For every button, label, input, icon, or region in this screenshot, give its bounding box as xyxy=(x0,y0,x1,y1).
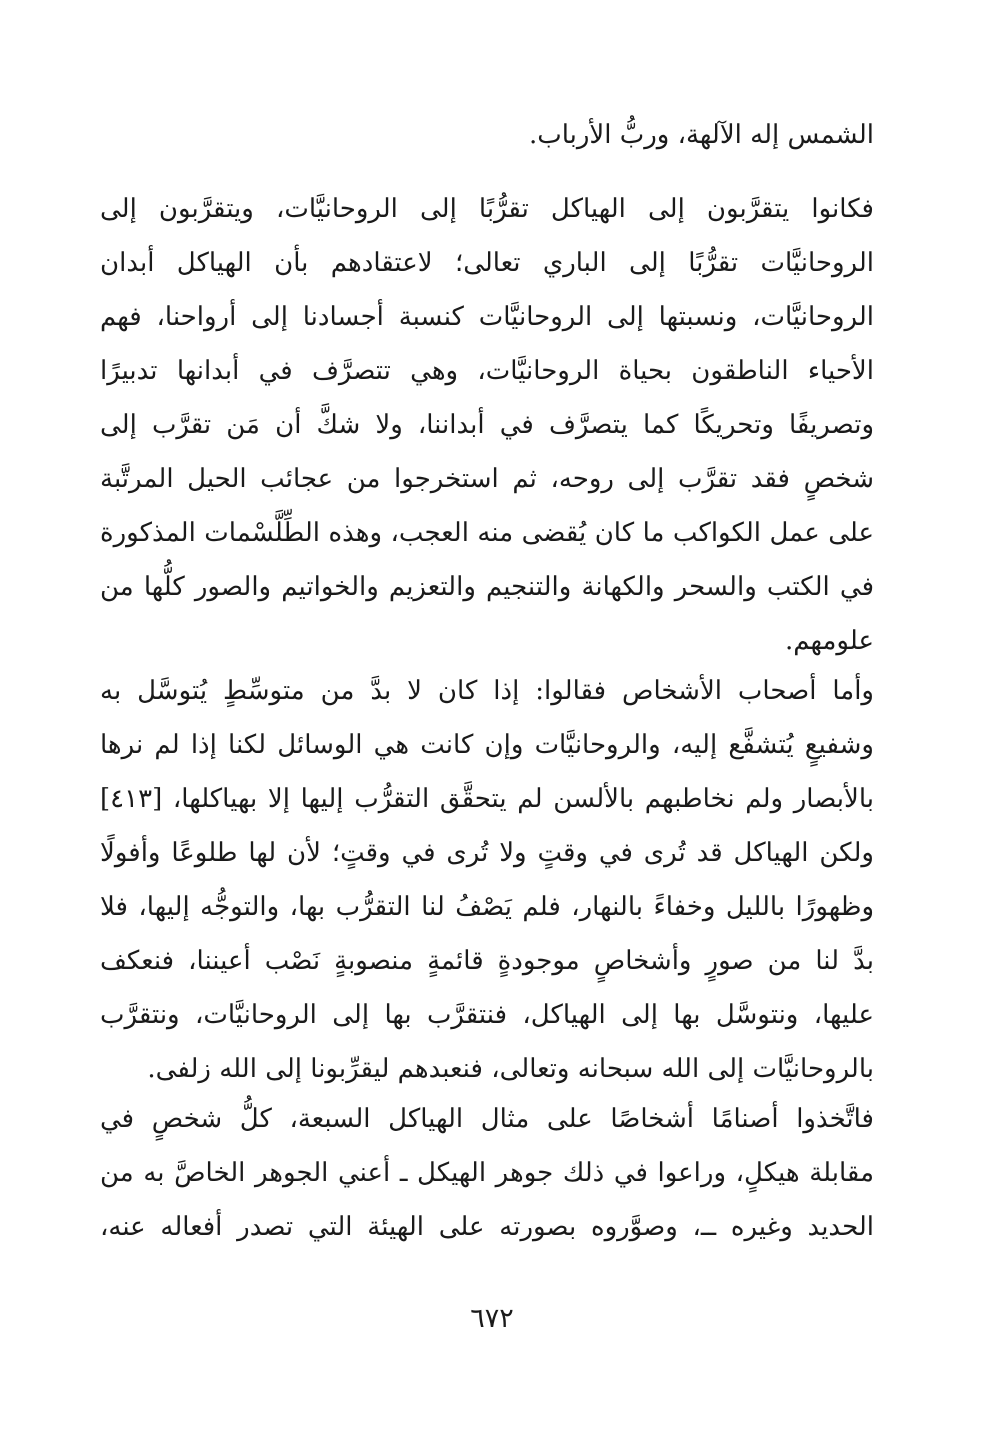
text-line: علومهم. xyxy=(784,626,874,656)
page-number: ٦٧٢ xyxy=(470,1303,514,1334)
text-line: فكانوا يتقرَّبون إلى الهياكل تقرُّبًا إلى الروحانيَّات، ويتقرَّبون إلى xyxy=(100,194,874,224)
text-line: ولكن الهياكل قد تُرى في وقتٍ ولا تُرى في وقتٍ؛ لأن لها طلوعًا وأفولًا xyxy=(100,838,874,868)
paragraph-1 xyxy=(100,108,874,162)
text-line: وظهورًا بالليل وخفاءً بالنهار، فلم يَصْفُ لنا التقرُّب بها، والتوجُّه إليها، فلا xyxy=(100,892,874,922)
text-line: على عمل الكواكب ما كان يُقضى منه العجب، وهذه الطِّلَّسْمات المذكورة xyxy=(100,518,874,548)
text-line: الروحانيَّات تقرُّبًا إلى الباري تعالى؛ لاعتقادهم بأن الهياكل أبدان xyxy=(100,248,874,278)
text-line: مقابلة هيكلٍ، وراعوا في ذلك جوهر الهيكل ـ أعني الجوهر الخاصَّ به من xyxy=(100,1158,874,1188)
text-line: عليها، ونتوسَّل بها إلى الهياكل، فنتقرَّب بها إلى الروحانيَّات، ونتقرَّب xyxy=(100,1000,874,1030)
text-line: الأحياء الناطقون بحياة الروحانيَّات، وهي تتصرَّف في أبدانها تدبيرًا xyxy=(100,356,874,386)
text-line: الشمس إله الآلهة، وربُّ الأرباب. xyxy=(528,120,874,150)
text-line: في الكتب والسحر والكهانة والتنجيم والتعزيم والخواتيم والصور كلُّها من xyxy=(100,572,874,602)
paragraph-3 xyxy=(100,664,874,1096)
paragraph-4 xyxy=(100,1092,874,1254)
text-line: بدَّ لنا من صورٍ وأشخاصٍ موجودةٍ قائمةٍ منصوبةٍ نَصْب أعيننا، فنعكف xyxy=(100,946,874,976)
text-line: وأما أصحاب الأشخاص فقالوا: إذا كان لا بدَّ من متوسِّطٍ يُتوسَّل به xyxy=(100,676,874,706)
text-line: وتصريفًا وتحريكًا كما يتصرَّف في أبداننا، ولا شكَّ أن مَن تقرَّب إلى xyxy=(100,410,874,440)
text-line: بالأبصار ولم نخاطبهم بالألسن لم يتحقَّق التقرُّب إليها إلا بهياكلها، [٤١٣] xyxy=(100,784,874,814)
text-line: فاتَّخذوا أصنامًا أشخاصًا على مثال الهياكل السبعة، كلُّ شخصٍ في xyxy=(100,1104,874,1134)
text-line: شخصٍ فقد تقرَّب إلى روحه، ثم استخرجوا من عجائب الحيل المرتَّبة xyxy=(100,464,874,494)
text-line: الحديد وغيره ــ، وصوَّروه بصورته على الهيئة التي تصدر أفعاله عنه، xyxy=(100,1212,874,1242)
paragraph-2 xyxy=(100,182,874,668)
text-line: بالروحانيَّات إلى الله سبحانه وتعالى، فنعبدهم ليقرِّبونا إلى الله زلفى. xyxy=(147,1054,874,1084)
text-line: الروحانيَّات، ونسبتها إلى الروحانيَّات كنسبة أجسادنا إلى أرواحنا، فهم xyxy=(100,302,874,332)
text-line: وشفيعٍ يُتشفَّع إليه، والروحانيَّات وإن كانت هي الوسائل لكنا إذا لم نرها xyxy=(100,730,874,760)
